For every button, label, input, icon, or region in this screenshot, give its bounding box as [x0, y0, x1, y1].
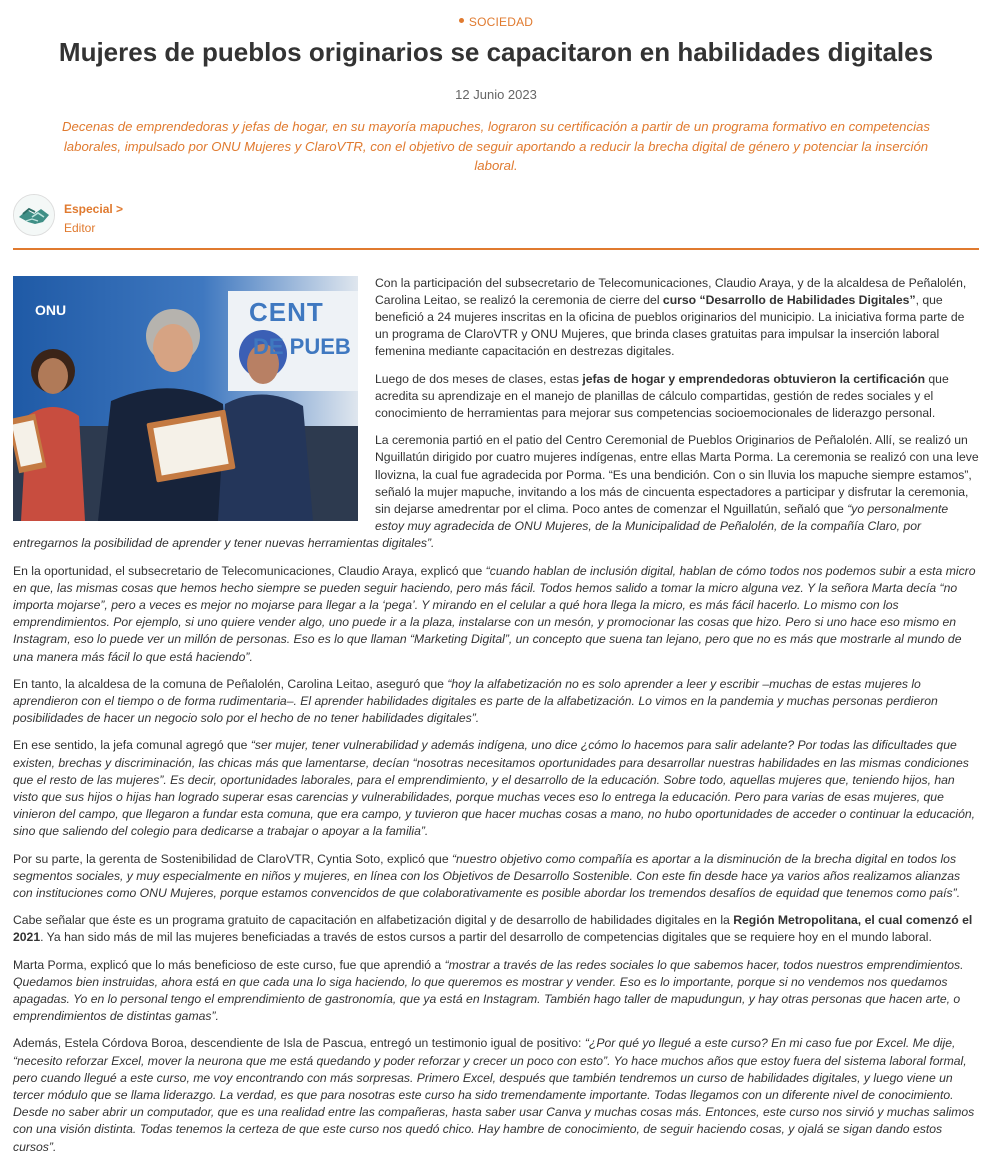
- paragraph-6: En ese sentido, la jefa comunal agregó que “ser mujer, tener vulnerabilidad y además indígena, uno dice ¿cómo lo hacemos para salir adelante? Por todas las dificultades que existen, brechas y discriminación, las chicas más que lamentarse, decían “nosotras necesitamos oportunidades para desarrollar nuestras habilidades en las mismas condiciones que el resto de las mujeres”. Es decir, oportunidades laborales, para el emprendimiento, y el desarrollo de la educación. Sobre todo, aquellas mujeres que, teniendo hijos, han visto que sus hijos o hijas han logrado superar esas carencias y vulnerabilidades, porque muchas veces eso lo entrega la educación. Pero para varias de esas mujeres, que vinieron del campo, que llegaron a fundar esta comuna, que era campo, y tuvieron que hacer muchas cosas a mano, no hubo oportunidades de acceder o continuar la educación, sino que saliendo del colegio para dedicarse a trabajar o apoyar a la familia”.: [13, 738, 976, 839]
- paragraph-10: Además, Estela Córdova Boroa, descendiente de Isla de Pascua, entregó un testimonio igual de positivo: “¿Por qué yo llegué a este curso? En mi caso fue por Excel. Me dije, “necesito reforzar Excel, mover la neurona que me está quedando y poder reforzar y crecer un poco con esto”. Yo hace muchos años que estoy fuera del sistema laboral formal, pero cuando llegué a este curso, me voy encontrando con más sorpresas. Primero Excel, después que también tendremos un curso de habilidades digitales, y luego viene un tercer módulo que se llama liderazgo. La verdad, es que para nosotras este curso ha sido tremendamente importante. Todas llegamos con un diferente nivel de conocimiento. Desde no saber abrir un computador, que es una realidad entre las compañeras, hasta saber usar Canva y muchas cosas más. Entonces, este curso nos sirvió y muchas salimos con una visión distinta. Todas tenemos la certeza de que este curso nos quedó chico. Hay hambre de conocimiento, de seguir haciendo cosas, y ojalá se sigan dando estos cursos”.: [13, 1036, 975, 1154]
- handshake-logo-icon: [14, 195, 54, 235]
- category-dot-icon: [459, 18, 464, 23]
- paragraph-4: En la oportunidad, el subsecretario de Telecomunicaciones, Claudio Araya, explicó que “cuando hablan de inclusión digital, hablan de cómo todos nos podemos subir a esta micro en que, las mismas cosas que hemos hecho siempre se pueden seguir haciendo, pero más fácil. Todos hemos salido a tomar la micro alguna vez. Y la señora Marta decía “no importa mojarse”, pero a veces es mejor no mojarse para llegar a la ‘pega’. Y mirando en el celular a qué hora llega la micro, es más fácil hacerlo. Lo mismo con los emprendimientos. Por ejemplo, si uno quiere vender algo, uno puede ir a la plaza, instalarse con un mesón, y promocionar las cosas que hizo. Pero si uno hace eso mismo en Instagram, eso lo puede ver un millón de personas. Eso es lo que llaman “Marketing Digital”, un concepto que suena tan lejano, pero que no es más que mostrarle al mundo de una manera más fácil lo que está haciendo”.: [13, 563, 976, 664]
- author-avatar[interactable]: [13, 194, 55, 236]
- paragraph-8: Cabe señalar que éste es un programa gratuito de capacitación en alfabetización digital y de desarrollo de habilidades digitales en la Región Metropolitana, el cual comenzó el 2021. Ya han sido más de mil las mujeres beneficiadas a través de estos cursos a partir del desarrollo de competencias digitales que se requiere hoy en el mundo laboral.: [13, 913, 973, 945]
- author-role: Editor: [64, 220, 96, 235]
- article: [13, 0, 979, 1166]
- header-divider: [13, 248, 979, 250]
- paragraph-2: Luego de dos meses de clases, estas jefas de hogar y emprendedoras obtuvieron la certificación que acredita su aprendizaje en el manejo de planillas de cálculo compartidas, gestión de redes sociales y el conocimiento de herramientas para mejorar sus competencias socioemocionales de liderazgo personal.: [375, 371, 949, 420]
- paragraph-5: En tanto, la alcaldesa de la comuna de Peñalolén, Carolina Leitao, aseguró que “hoy la alfabetización no es solo aprender a leer y escribir –muchas de estas mujeres lo aprendieron con el tiempo o de forma rudimentaria–. El aprender habilidades digitales es parte de la alfabetización. Lo vimos en la pandemia y muchas personas perdieron posibilidades de hacer un negocio solo por el hecho de no tener habilidades digitales”.: [13, 676, 938, 726]
- article-body: [13, 275, 979, 1156]
- photo-banner-text-2: DE PUEB: [253, 333, 351, 359]
- author-name-link[interactable]: Especial >: [64, 201, 124, 216]
- article-lead: Decenas de emprendedoras y jefas de hogar, en su mayoría mapuches, lograron su certificación a partir de un programa formativo en competencias laborales, impulsado por ONU Mujeres y ClaroVTR, con el objetivo de seguir aportando a reducir la brecha digital de género y potenciar la inserción laboral.: [62, 119, 930, 173]
- photo-logo-text: ONU: [35, 301, 67, 318]
- paragraph-1: Con la participación del subsecretario de Telecomunicaciones, Claudio Araya, y de la alcaldesa de Peñalolén, Carolina Leitao, se realizó la ceremonia de cierre del curso “Desarrollo de Habilidades Digitales”, que benefició a 24 mujeres inscritas en la oficina de pueblos originarios del municipio. La iniciativa forma parte de un programa de ClaroVTR y ONU Mujeres, que brinda clases gratuitas para impulsar la inserción laboral femenina mediante capacitación en destrezas digitales.: [375, 275, 967, 359]
- article-photo: [13, 276, 358, 521]
- article-title: Mujeres de pueblos originarios se capacitaron en habilidades digitales: [58, 37, 934, 67]
- paragraph-7: Por su parte, la gerenta de Sostenibilidad de ClaroVTR, Cyntia Soto, explicó que “nuestro objetivo como compañía es aportar a la disminución de la brecha digital en todos los segmentos sociales, y muy especialmente en niños y mujeres, en línea con los Objetivos de Desarrollo Sostenible. Con este fin desde hace ya varios años realizamos alianzas con instituciones como ONU Mujeres, porque estamos convencidos de que colaborativamente es posible abordar los tremendos desafíos de equidad que tenemos como país”.: [13, 851, 961, 900]
- author-block: [13, 194, 979, 242]
- publish-date: 12 Junio 2023: [455, 87, 537, 102]
- paragraph-3: La ceremonia partió en el patio del Centro Ceremonial de Pueblos Originarios de Peñalolén. Allí, se realizó un Nguillatún dirigido por cuatro mujeres indígenas, entre ellas Marta Porma. La ceremonia se realizó con una leve llovizna, la cual fue agradecida por Porma. “Es una bendición. Con o sin lluvia los mapuche siempre estamos”, señaló la mujer mapuche, invitando a los más de cincuenta espectadores a participar y disfrutar la ceremonia, sin dejarse amedrentar por el clima. Poco antes de comenzar el Nguillatún, señaló que “yo personalmente estoy muy agradecida de ONU Mujeres, de la Municipalidad de Peñalolén, de la compañía Claro, por entregarnos la posibilidad de aprender y tener nuevas herramientas digitales”.: [13, 433, 979, 551]
- category-label: SOCIEDAD: [468, 15, 534, 29]
- photo-banner-text-1: CENT: [249, 296, 324, 327]
- category-tag[interactable]: [13, 0, 979, 29]
- paragraph-9: Marta Porma, explicó que lo más beneficioso de este curso, fue que aprendió a “mostrar a través de las redes sociales lo que sabemos hacer, todos nuestros emprendimientos. Quedamos bien instruidas, ahora está en que cada una lo siga haciendo, lo que queremos es mostrar y vender. Eso es lo importante, porque si no vendemos nos quedamos apagadas. Yo en lo personal tengo el emprendimiento de gastronomía, que ya está en Instagram. También hago taller de mapudungun, y hay otras personas que hacen arte, o emprendimientos de distintas gamas”.: [13, 957, 964, 1024]
